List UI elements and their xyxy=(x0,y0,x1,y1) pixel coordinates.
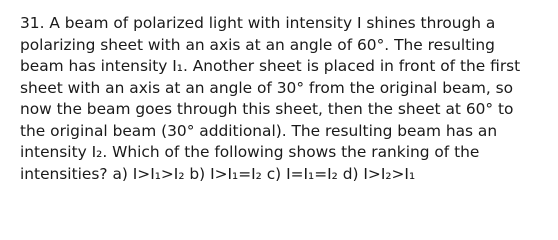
question-line: 31. A beam of polarized light with intensity I shines through a xyxy=(20,14,496,32)
question-text xyxy=(20,13,545,185)
question-line: sheet with an axis at an angle of 30° from the original beam, so xyxy=(20,78,514,97)
question-line answer-options: intensities? a) I>I₁>I₂ b) I>I₁=I₂ c) I=I₁=I₂ d) I>I₂>I₁ xyxy=(20,164,416,183)
question-line: intensity I₂. Which of the following shows the ranking of the xyxy=(20,143,480,161)
question-line: polarizing sheet with an axis at an angle of 60°. The resulting xyxy=(20,35,495,54)
question-line: now the beam goes through this sheet, then the sheet at 60° to xyxy=(20,100,514,118)
question-line: beam has intensity I₁. Another sheet is placed in front of the first xyxy=(20,57,521,75)
question-line: the original beam (30° additional). The resulting beam has an xyxy=(20,121,498,140)
